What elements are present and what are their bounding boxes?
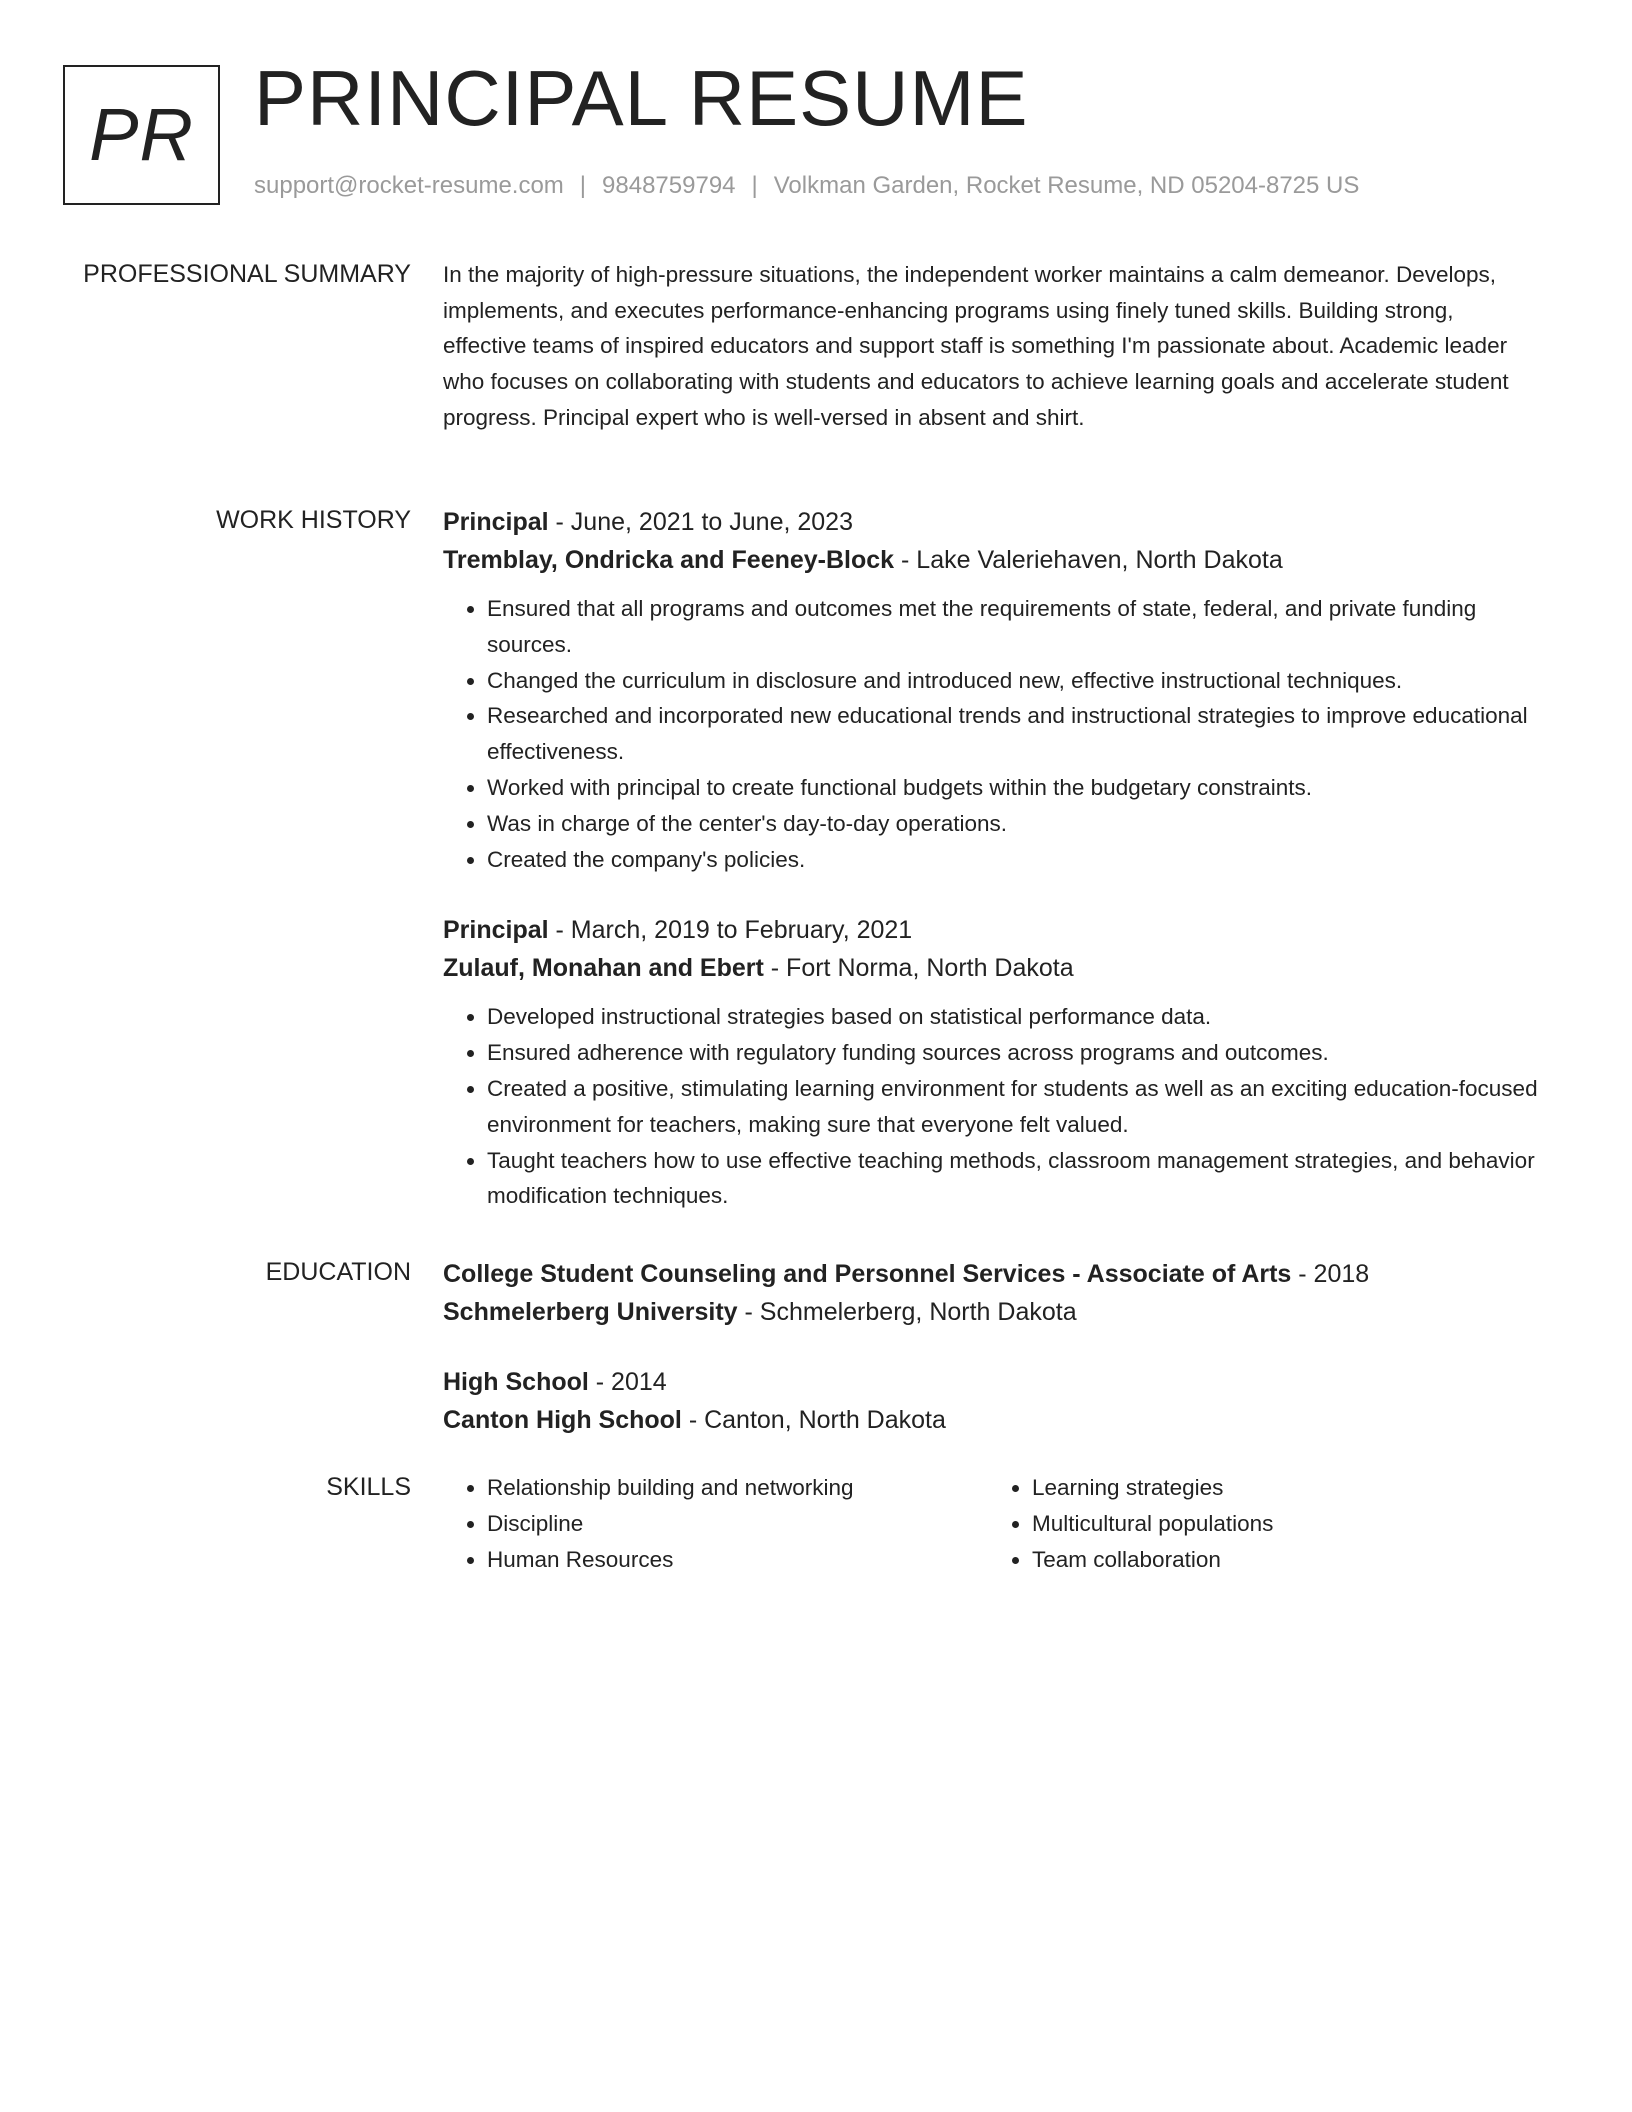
education-year: - 2014 — [588, 1368, 667, 1396]
education-year: - 2018 — [1291, 1260, 1370, 1288]
education-school-line — [443, 1401, 1543, 1439]
skills-column-right — [988, 1470, 1533, 1577]
education-entry — [443, 1255, 1543, 1331]
job-bullets — [443, 999, 1543, 1214]
job-dates: - June, 2021 to June, 2023 — [548, 508, 853, 536]
job-entry — [443, 503, 1543, 877]
contact-phone: 9848759794 — [602, 172, 736, 199]
skill-item: • Team collaboration — [1032, 1542, 1533, 1578]
job-company-line — [443, 949, 1543, 987]
monogram-initials: PR — [89, 93, 194, 176]
skill-item: • Human Resources — [487, 1542, 988, 1578]
section-label-work-history: WORK HISTORY — [216, 506, 411, 534]
education-location: - Canton, North Dakota — [681, 1406, 946, 1434]
job-title: Principal — [443, 508, 549, 536]
education-school: Canton High School — [443, 1406, 682, 1434]
job-bullets — [443, 591, 1543, 877]
list-item: • Ensured adherence with regulatory funding sources across programs and outcomes. — [487, 1035, 1543, 1071]
contact-email: support@rocket-resume.com — [254, 172, 564, 199]
list-item: • Was in charge of the center's day-to-day operations. — [487, 806, 1543, 842]
skills-list — [443, 1470, 988, 1577]
list-item: • Ensured that all programs and outcomes met the requirements of state, federal, and private funding sources. — [487, 591, 1543, 663]
contact-separator: | — [579, 172, 587, 199]
skill-item: • Learning strategies — [1032, 1470, 1533, 1506]
list-item: • Changed the curriculum in disclosure and introduced new, effective instructional techniques. — [487, 663, 1543, 699]
summary-text: In the majority of high-pressure situations, the independent worker maintains a calm demeanor. Develops, implements, and executes performance-enhancing programs using finely tuned skills. Building strong, effective teams of inspired educators and support staff is something I'm passionate about. Academic leader who focuses on collaborating with students and educators to achieve learning goals and accelerate student progress. Principal expert who is well-versed in absent and shirt. — [443, 262, 1509, 430]
job-company: Zulauf, Monahan and Ebert — [443, 954, 764, 983]
job-company-line — [443, 541, 1543, 579]
work-history-body — [443, 503, 1543, 1214]
job-title: Principal — [443, 916, 549, 945]
skills-list — [988, 1470, 1533, 1577]
list-item: • Created a positive, stimulating learning environment for students as well as an exciting education-focused environment for teachers, making sure that everyone felt valued. — [487, 1071, 1543, 1143]
monogram-logo — [63, 65, 220, 205]
contact-address: Volkman Garden, Rocket Resume, ND 05204-8725 US — [773, 172, 1360, 199]
job-dates: - March, 2019 to February, 2021 — [548, 916, 913, 945]
skills-body — [443, 1470, 1543, 1577]
education-degree: High School — [443, 1368, 589, 1396]
education-degree-line — [443, 1363, 1543, 1401]
job-entry — [443, 911, 1543, 1214]
section-label-summary: PROFESSIONAL SUMMARY — [83, 260, 411, 288]
job-title-line — [443, 503, 1543, 541]
list-item: • Taught teachers how to use effective teaching methods, classroom management strategies, and behavior modification techniques. — [487, 1143, 1543, 1215]
education-school: Schmelerberg University — [443, 1298, 738, 1326]
skills-column-left — [443, 1470, 988, 1577]
list-item: • Developed instructional strategies based on statistical performance data. — [487, 999, 1543, 1035]
skill-item: • Discipline — [487, 1506, 988, 1542]
education-entry — [443, 1363, 1543, 1439]
resume-title: PRINCIPAL RESUME — [254, 54, 1029, 142]
education-school-line — [443, 1293, 1543, 1331]
education-degree-line — [443, 1255, 1543, 1293]
list-item: • Researched and incorporated new educational trends and instructional strategies to improve educational effectiveness. — [487, 698, 1543, 770]
list-item: • Worked with principal to create functional budgets within the budgetary constraints. — [487, 770, 1543, 806]
job-title-line — [443, 911, 1543, 949]
job-company: Tremblay, Ondricka and Feeney-Block — [443, 546, 895, 574]
skill-item: • Multicultural populations — [1032, 1506, 1533, 1542]
list-item: • Created the company's policies. — [487, 842, 1543, 878]
contact-line — [254, 172, 1359, 200]
section-label-skills: SKILLS — [326, 1473, 411, 1501]
job-location: - Fort Norma, North Dakota — [763, 954, 1074, 983]
contact-separator: | — [751, 172, 758, 199]
summary-body — [443, 257, 1543, 436]
job-location: - Lake Valeriehaven, North Dakota — [894, 546, 1283, 574]
section-label-education: EDUCATION — [265, 1258, 411, 1286]
education-location: - Schmelerberg, North Dakota — [737, 1298, 1077, 1326]
education-body — [443, 1255, 1543, 1439]
skills-grid — [443, 1470, 1543, 1577]
education-degree: College Student Counseling and Personnel Services - Associate of Arts — [443, 1260, 1292, 1288]
skill-item: • Relationship building and networking — [487, 1470, 988, 1506]
